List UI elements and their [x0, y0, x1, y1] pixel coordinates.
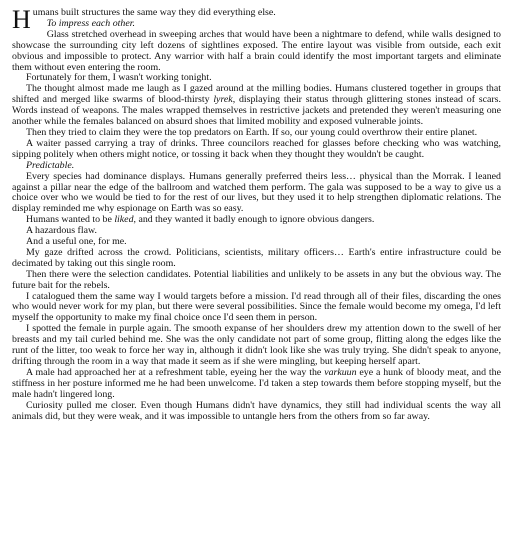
- paragraph: [12, 270, 501, 292]
- paragraph: [12, 368, 501, 401]
- paragraph-text: Every species had dominance displays. Humans generally preferred theirs less… physical than the Morrak. I leaned against a pillar near the edge of the ballroom and watched them perform. The gala was supposed to be a way to give us a choice over who we would be tied to for the rest of our lives, but they used it to help strengthen diplomatic relations. The display reminded me why espionage on Earth was so easy.: [12, 170, 501, 215]
- paragraph: [12, 292, 501, 325]
- paragraph: [12, 172, 501, 216]
- drop-cap: H: [12, 5, 31, 34]
- paragraph: [12, 84, 501, 128]
- paragraph-text: , displaying their status through glittering stones instead of scars. Words instead of weapons. The males wrapped themselves in restrictive jackets and pretended they weren't measuring one another while the females balanced on absurd shoes that limited mobility and exposed vulnerable joints.: [12, 94, 501, 128]
- italic-text: Predictable.: [26, 159, 75, 171]
- paragraph-text: A male had approached her at a refreshment table, eyeing her the way the: [26, 366, 325, 378]
- paragraph-text: I catalogued them the same way I would targets before a mission. I'd read through all of their files, discarding the ones who would never work for my plan, but there were several possibilities. Since the female would become my omega, I'd left myself the opportunity to make my final choice once I'd seen them in person.: [12, 290, 501, 324]
- paragraph-text: Curiosity pulled me closer. Even though Humans didn't have dynamics, they still had individual scents the way all animals did, but they were weak, and it was impossible to untangle hers from the others from so far away.: [12, 399, 501, 422]
- paragraph-text: eye a hunk of bloody meat, and the stiffness in her posture informed me he had been unwelcome. I'd taken a step towards them before stopping myself, but the male hadn't lingered long.: [12, 366, 501, 400]
- paragraph-text: , and they wanted it badly enough to ignore obvious dangers.: [133, 214, 375, 226]
- paragraph-text: Glass stretched overhead in sweeping arches that would have been a nightmare to defend, while walls designed to showcase the surrounding city left dozens of sightlines exposed. The entire layout was visible from outside, each exit obvious and impossible to protect. Any warrior with half a brain could identify the most important targets and eliminate them without even entering the room.: [12, 28, 501, 73]
- paragraph-text: I spotted the female in purple again. The smooth expanse of her shoulders drew my attention down to the swell of her breasts and my tail curled behind me. She was the only candidate not part of some group, flitting along the edges like the runt of the litter, too weak to force her way in, although it didn't look like she was truly trying. She didn't speak to anyone, drifting through the room in a way that made it seem as if she were mingling, but keeping herself apart.: [12, 323, 501, 367]
- paragraph-text: My gaze drifted across the crowd. Politicians, scientists, military officers… Earth's entire infrastructure could be decimated by taking out this single room.: [12, 246, 501, 269]
- paragraph-text: Fortunately for them, I wasn't working tonight.: [26, 72, 212, 84]
- paragraph-text: The thought almost made me laugh as I gazed around at the milling bodies. Humans clustered together in groups that shifted and merged like swarms of blood-thirsty: [12, 83, 501, 106]
- body-text: [12, 19, 501, 423]
- italic-text: varkuun: [324, 366, 357, 378]
- paragraph: [12, 248, 501, 270]
- paragraph-text: A waiter passed carrying a tray of drinks. Three councilors reached for glasses before checking who was watching, sipping politely when others might notice, or tossing it back when they thought they wouldn't be caught.: [12, 137, 501, 160]
- paragraph: [12, 139, 501, 161]
- paragraph-text: A hazardous flaw.: [26, 225, 97, 237]
- paragraph-text: Humans wanted to be: [26, 214, 115, 226]
- italic-text: lyrek: [213, 94, 233, 106]
- paragraph-text: And a useful one, for me.: [26, 236, 127, 248]
- paragraph: [12, 324, 501, 368]
- italic-text: To impress each other.: [46, 17, 135, 29]
- paragraph: [12, 30, 501, 74]
- opening-text: umans built structures the same way they did everything else.: [32, 7, 276, 18]
- paragraph-text: Then there were the selection candidates. Potential liabilities and unlikely to be assets in any but the obvious way. The future bait for the rebels.: [12, 268, 501, 291]
- italic-text: liked: [114, 214, 134, 226]
- paragraph-text: Then they tried to claim they were the top predators on Earth. If so, our young could overthrow their entire planet.: [26, 126, 478, 138]
- paragraph: [12, 401, 501, 423]
